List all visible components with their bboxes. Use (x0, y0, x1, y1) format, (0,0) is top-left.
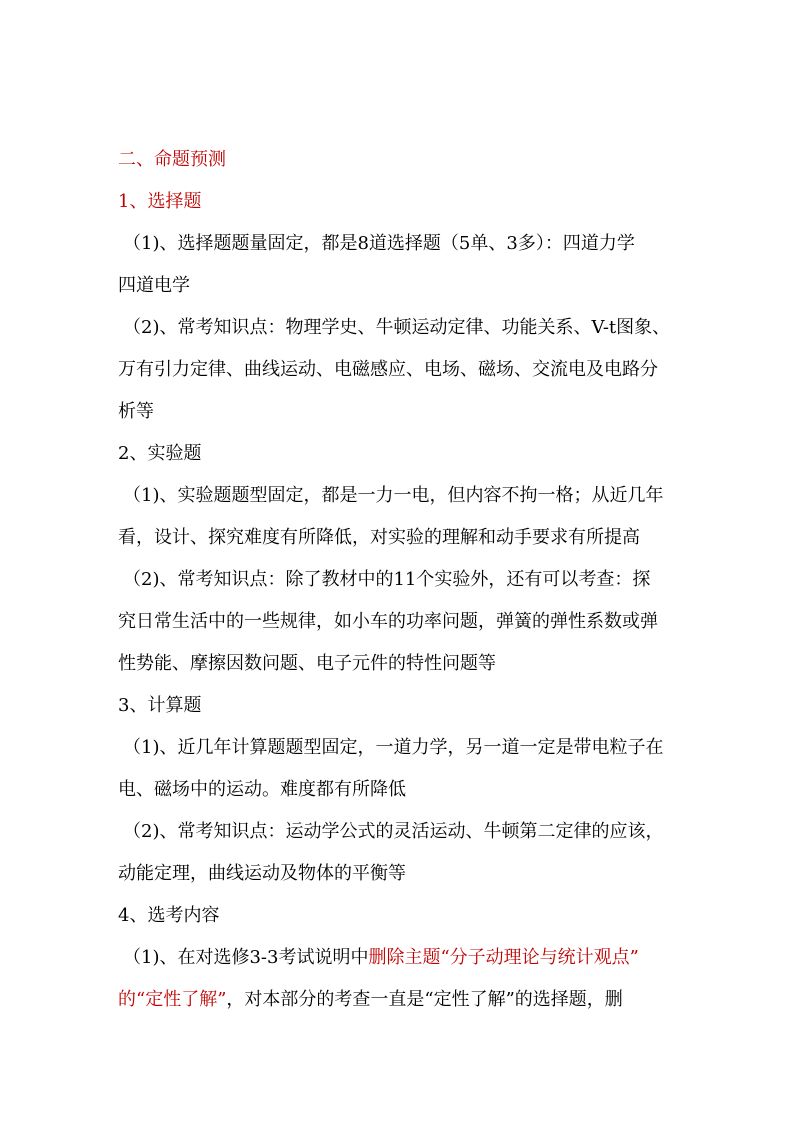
heading-experiment: 2、实验题 (118, 443, 202, 464)
paragraph-line: 析等 (118, 401, 154, 422)
paragraph-line (118, 988, 623, 1012)
paragraph-line: （2)、常考知识点：运动学公式的灵活运动、牛顿第二定律的应该， (123, 821, 664, 842)
paragraph-text: （1)、在对选修3-3考试说明中 (123, 947, 369, 968)
heading-multiple-choice: 1、选择题 (118, 191, 202, 212)
highlighted-text: 的“定性了解” (118, 989, 227, 1010)
paragraph-line: 究日常生活中的一些规律，如小车的功率问题，弹簧的弹性系数或弹 (118, 611, 658, 632)
paragraph-line: （1)、近几年计算题题型固定，一道力学，另一道一定是带电粒子在 (123, 737, 664, 758)
section-title: 二、命题预测 (118, 149, 226, 170)
paragraph-line: 电、磁场中的运动。难度都有所降低 (118, 779, 406, 800)
paragraph-line (123, 946, 639, 970)
paragraph-line: 万有引力定律、曲线运动、电磁感应、电场、磁场、交流电及电路分 (118, 359, 658, 380)
paragraph-line: （1)、实验题题型固定，都是一力一电，但内容不拘一格；从近几年 (123, 485, 664, 506)
paragraph-line: （2)、常考知识点：除了教材中的11个实验外，还有可以考查：探 (123, 569, 651, 590)
paragraph-line: 性势能、摩擦因数问题、电子元件的特性问题等 (118, 653, 496, 674)
paragraph-text: ，对本部分的考查一直是“定性了解”的选择题，删 (226, 989, 623, 1010)
paragraph-line: （2)、常考知识点：物理学史、牛顿运动定律、功能关系、V-t图象、 (123, 317, 671, 338)
paragraph-line: 动能定理，曲线运动及物体的平衡等 (118, 863, 406, 884)
paragraph-line: 看，设计、探究难度有所降低，对实验的理解和动手要求有所提高 (118, 527, 640, 548)
heading-calculation: 3、计算题 (118, 695, 202, 716)
paragraph-line: 四道电学 (118, 275, 190, 296)
highlighted-text: 删除主题“分子动理论与统计观点” (368, 947, 639, 968)
heading-elective: 4、选考内容 (118, 905, 220, 926)
paragraph-line: （1)、选择题题量固定，都是8道选择题（5单、3多）：四道力学 (123, 233, 635, 254)
